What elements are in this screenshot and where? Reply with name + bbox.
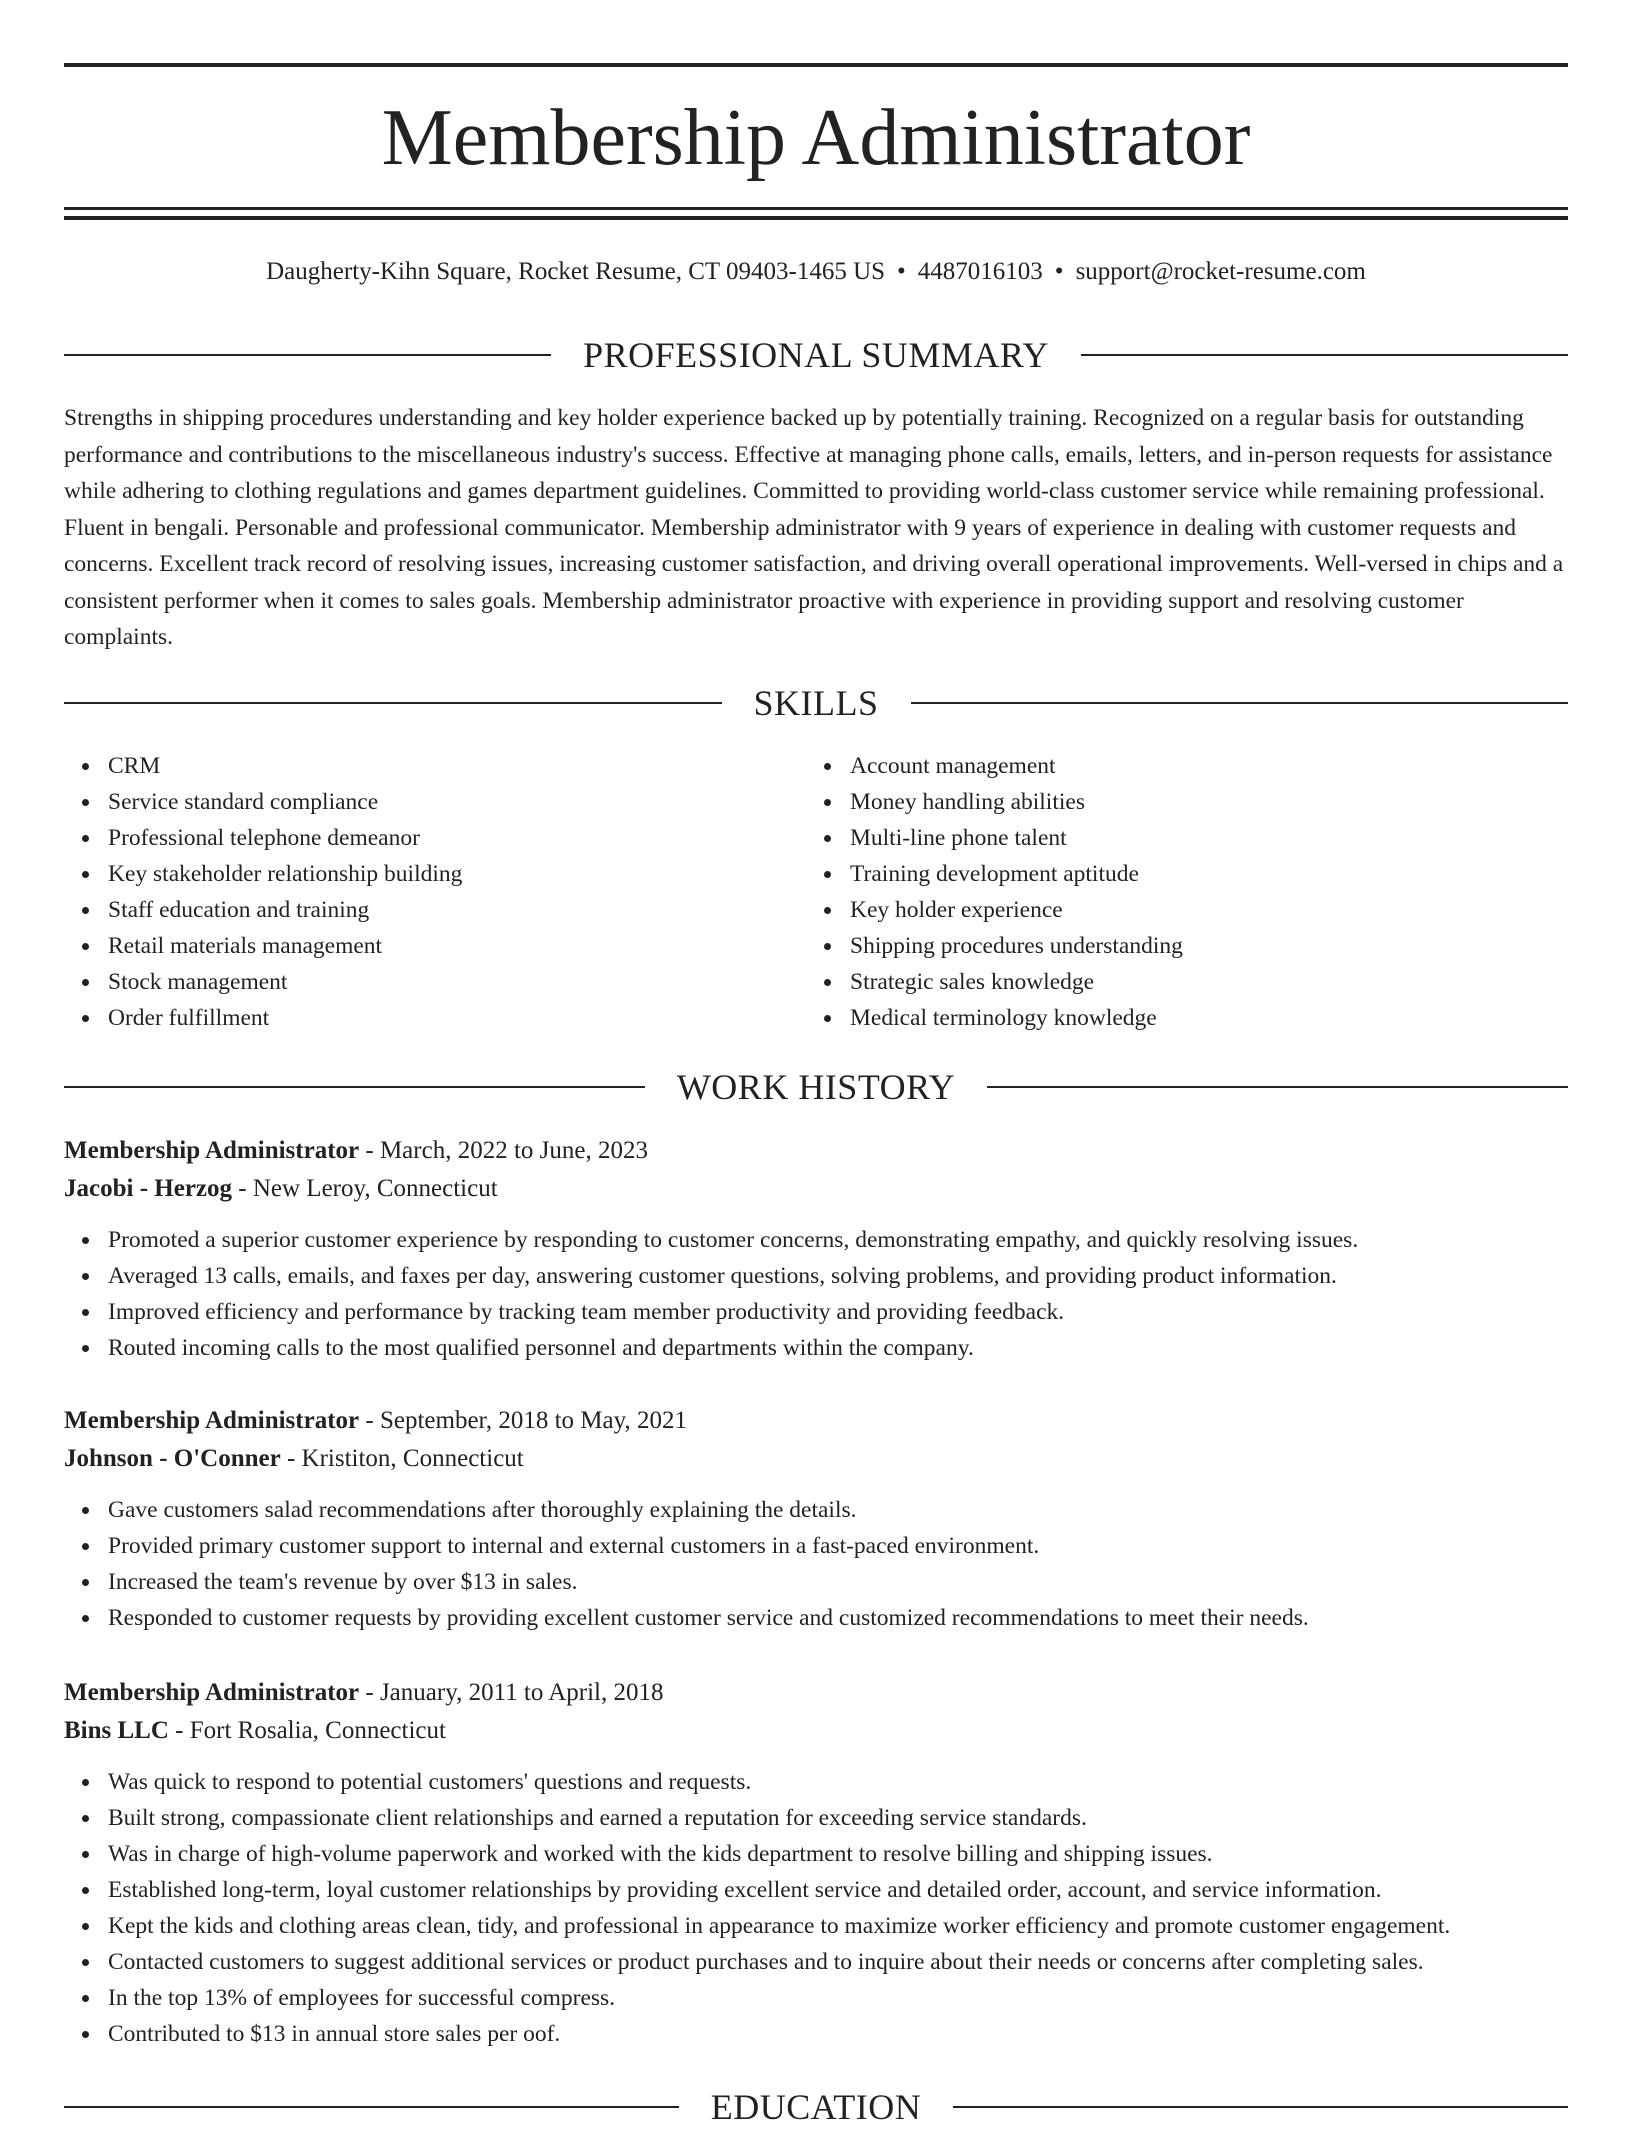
job-bullets [64, 1764, 1568, 2052]
job-bullets [64, 1492, 1568, 1636]
work-history-heading-label: WORK HISTORY [676, 1067, 956, 1107]
heading-rule-left [64, 1086, 645, 1088]
job-bullet: Was in charge of high-volume paperwork and worked with the kids department to resolve billing and shipping issues. [64, 1836, 1568, 1872]
summary-text: Strengths in shipping procedures understanding and key holder experience backed up by potentially training. Recognized on a regular basis for outstanding performance and contributions to the miscellaneous industry's success. Effective at managing phone calls, emails, letters, and in-person requests for assistance while adhering to clothing regulations and games department guidelines. Committed to providing world-class customer service while remaining professional. Fluent in bengali. Personable and professional communicator. Membership administrator with 9 years of experience in dealing with customer requests and concerns. Excellent track record of resolving issues, increasing customer satisfaction, and driving overall operational improvements. Well-versed in chips and a consistent performer when it comes to sales goals. Membership administrator proactive with experience in providing support and resolving customer complaints. [64, 405, 1564, 650]
header-double-rule-upper [64, 207, 1568, 210]
job-title: Membership Administrator [64, 1407, 360, 1434]
header-top-rule [64, 63, 1568, 67]
job-bullet: Provided primary customer support to internal and external customers in a fast-paced environment. [64, 1528, 1568, 1564]
skill-item: Shipping procedures understanding [806, 928, 1548, 964]
heading-rule-right [1081, 354, 1568, 356]
skills-heading [64, 681, 1568, 725]
summary-heading [64, 333, 1568, 377]
job-title: Membership Administrator [64, 1137, 360, 1164]
job-company: Johnson - O'Conner [64, 1445, 281, 1472]
job-dates: - March, 2022 to June, 2023 [359, 1137, 648, 1164]
contact-address: Daugherty-Kihn Square, Rocket Resume, CT 09403-1465 US [266, 258, 886, 285]
skill-item: Key stakeholder relationship building [64, 856, 806, 892]
skill-item: Retail materials management [64, 928, 806, 964]
heading-rule-left [64, 354, 551, 356]
job-title: Membership Administrator [64, 1679, 360, 1706]
job-entry [64, 1674, 1568, 2052]
job-company-line [64, 1170, 1568, 1208]
skill-item: Staff education and training [64, 892, 806, 928]
skill-item: Order fulfillment [64, 1000, 806, 1036]
summary-heading-label: PROFESSIONAL SUMMARY [583, 335, 1049, 375]
job-title-line [64, 1674, 1568, 1712]
header-double-rule-lower [64, 216, 1568, 220]
skill-item: Training development aptitude [806, 856, 1548, 892]
job-bullet: Responded to customer requests by providing excellent customer service and customized recommendations to meet their needs. [64, 1600, 1568, 1636]
heading-rule-left [64, 702, 722, 704]
job-bullet: Averaged 13 calls, emails, and faxes per day, answering customer questions, solving problems, and providing product information. [64, 1258, 1568, 1294]
job-location: - Kristiton, Connecticut [280, 1445, 524, 1472]
job-company-line [64, 1712, 1568, 1750]
work-history-heading [64, 1065, 1568, 1109]
skill-item: Multi-line phone talent [806, 820, 1548, 856]
skills-column-left [64, 748, 806, 1036]
job-bullet: Promoted a superior customer experience by responding to customer concerns, demonstrating empathy, and quickly resolving issues. [64, 1222, 1568, 1258]
heading-rule-right [987, 1086, 1568, 1088]
job-bullet: Gave customers salad recommendations after thoroughly explaining the details. [64, 1492, 1568, 1528]
education-heading-label: EDUCATION [710, 2087, 922, 2127]
job-bullet: Was quick to respond to potential customers' questions and requests. [64, 1764, 1568, 1800]
skill-item: Money handling abilities [806, 784, 1548, 820]
job-company-line [64, 1440, 1568, 1478]
job-bullet: Kept the kids and clothing areas clean, tidy, and professional in appearance to maximize worker efficiency and promote customer engagement. [64, 1908, 1568, 1944]
skills-column-right [806, 748, 1548, 1036]
contact-separator: • [897, 258, 906, 285]
job-bullet: Increased the team's revenue by over $13 in sales. [64, 1564, 1568, 1600]
skill-item: Key holder experience [806, 892, 1548, 928]
contact-line [64, 255, 1568, 289]
skill-item: Professional telephone demeanor [64, 820, 806, 856]
job-bullet: Established long-term, loyal customer relationships by providing excellent service and detailed order, account, and service information. [64, 1872, 1568, 1908]
heading-rule-left [64, 2106, 679, 2108]
education-heading [64, 2085, 1568, 2129]
job-title-line [64, 1402, 1568, 1440]
skills-list [64, 748, 1568, 1036]
contact-email: support@rocket-resume.com [1075, 258, 1366, 285]
job-bullet: In the top 13% of employees for successful compress. [64, 1980, 1568, 2016]
job-entry [64, 1402, 1568, 1636]
heading-rule-right [911, 702, 1569, 704]
job-bullets [64, 1222, 1568, 1366]
skill-item: Strategic sales knowledge [806, 964, 1548, 1000]
contact-separator: • [1054, 258, 1064, 285]
contact-phone: 4487016103 [917, 258, 1043, 285]
skill-item: Stock management [64, 964, 806, 1000]
job-location: - Fort Rosalia, Connecticut [168, 1717, 446, 1744]
job-title-line [64, 1132, 1568, 1170]
job-bullet: Improved efficiency and performance by tracking team member productivity and providing feedback. [64, 1294, 1568, 1330]
skill-item: Account management [806, 748, 1548, 784]
skill-item: Service standard compliance [64, 784, 806, 820]
skill-item: Medical terminology knowledge [806, 1000, 1548, 1036]
page-title: Membership Administrator [381, 94, 1251, 182]
skill-item: CRM [64, 748, 806, 784]
job-entry [64, 1132, 1568, 1366]
job-bullet: Built strong, compassionate client relationships and earned a reputation for exceeding service standards. [64, 1800, 1568, 1836]
job-bullet: Routed incoming calls to the most qualified personnel and departments within the company. [64, 1330, 1568, 1366]
heading-rule-right [953, 2106, 1568, 2108]
job-dates: - January, 2011 to April, 2018 [359, 1679, 664, 1706]
job-bullet: Contacted customers to suggest additional services or product purchases and to inquire about their needs or concerns after completing sales. [64, 1944, 1568, 1980]
job-company: Jacobi - Herzog [64, 1175, 233, 1202]
job-company: Bins LLC [64, 1717, 169, 1744]
skills-heading-label: SKILLS [753, 683, 879, 723]
job-dates: - September, 2018 to May, 2021 [359, 1407, 688, 1434]
job-bullet: Contributed to $13 in annual store sales per oof. [64, 2016, 1568, 2052]
job-location: - New Leroy, Connecticut [232, 1175, 498, 1202]
